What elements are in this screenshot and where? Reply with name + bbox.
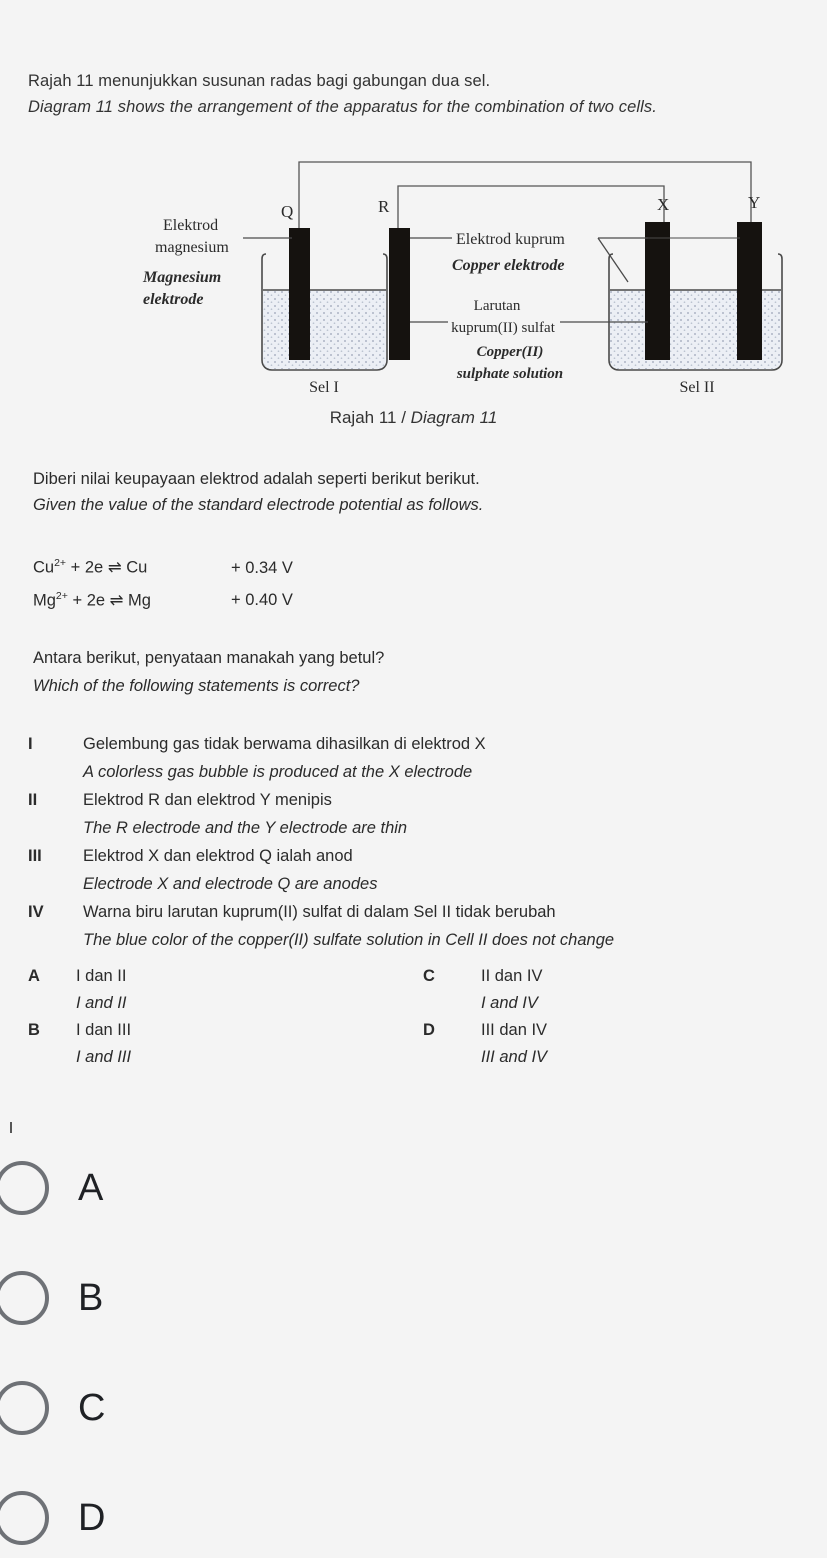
answer-choice-b[interactable] xyxy=(0,1243,827,1353)
question-block xyxy=(33,644,813,700)
cell-1-beaker xyxy=(268,396,272,400)
given-block xyxy=(33,466,813,518)
label-mg-electrode-my-l2: magnesium xyxy=(155,239,229,256)
options-row-bd xyxy=(28,1017,818,1071)
electrode-r xyxy=(389,228,410,360)
statement-malay: Gelembung gas tidak berwama dihasilkan di elektrod X xyxy=(83,735,486,753)
electrode-q xyxy=(289,228,310,360)
label-mg-electrode-en-l2: elektrode xyxy=(143,291,204,308)
statement-malay: Warna biru larutan kuprum(II) sulfat di dalam Sel II tidak berubah xyxy=(83,903,556,921)
answer-choice-c-label: C xyxy=(78,1386,106,1429)
statement-english: A colorless gas bubble is produced at the X electrode xyxy=(83,763,473,781)
label-solution-en-l1: Copper(II) xyxy=(476,344,544,360)
label-cu-electrode-en: Copper elektrode xyxy=(452,257,565,274)
electrode-y xyxy=(737,222,762,360)
options-row-ac xyxy=(28,963,818,1017)
given-english: Given the value of the standard electrode potential as follows. xyxy=(33,496,484,514)
answer-choice-a-label: A xyxy=(78,1166,104,1209)
statement-item xyxy=(28,730,818,786)
option-a-letter: A xyxy=(28,967,40,985)
label-cu-electrode-my: Elektrod kuprum xyxy=(456,231,565,248)
label-solution-en-l2: sulphate solution xyxy=(456,366,564,382)
label-mg-electrode-en-l1: Magnesium xyxy=(143,269,222,286)
option-d-letter: D xyxy=(423,1021,435,1039)
intro-english: Diagram 11 shows the arrangement of the apparatus for the combination of two cells. xyxy=(28,98,657,116)
statement-malay: Elektrod X dan elektrod Q ialah anod xyxy=(83,847,353,865)
intro-malay: Rajah 11 menunjukkan susunan radas bagi gabungan dua sel. xyxy=(28,72,491,90)
question-malay: Antara berikut, penyataan manakah yang betul? xyxy=(33,649,385,667)
statement-item xyxy=(28,842,818,898)
option-a-malay: I dan II xyxy=(76,967,127,985)
label-solution-my-l1: Larutan xyxy=(473,298,521,314)
statement-numeral: I xyxy=(28,735,33,753)
question-english: Which of the following statements is correct? xyxy=(33,677,360,695)
label-mg-electrode-my-l1: Elektrod xyxy=(163,217,219,234)
answer-choice-list xyxy=(0,1133,827,1558)
option-d-malay: III dan IV xyxy=(481,1021,548,1039)
leader-cu-electrode-angled xyxy=(598,238,628,282)
option-c xyxy=(423,963,818,1017)
statement-item xyxy=(28,898,818,954)
answer-choice-c[interactable] xyxy=(0,1353,827,1463)
option-b-letter: B xyxy=(28,1021,40,1039)
option-b xyxy=(28,1017,423,1071)
statement-numeral: II xyxy=(28,791,38,809)
statement-english: The R electrode and the Y electrode are thin xyxy=(83,819,408,837)
label-solution-my-l2: kuprum(II) sulfat xyxy=(451,320,555,336)
label-electrode-x: X xyxy=(657,195,670,214)
answer-choice-b-label: B xyxy=(78,1276,104,1319)
equation-value-cu: + 0.34 V xyxy=(231,558,293,577)
label-electrode-r: R xyxy=(378,197,390,216)
electrode-x xyxy=(645,222,670,360)
statement-english: Electrode X and electrode Q are anodes xyxy=(83,875,378,893)
statement-numeral: III xyxy=(28,847,42,865)
equation-row xyxy=(33,582,293,615)
statement-english: The blue color of the copper(II) sulfate solution in Cell II does not change xyxy=(83,931,615,949)
option-c-letter: C xyxy=(423,967,435,985)
figure-caption-english: Diagram 11 xyxy=(410,408,498,427)
option-c-malay: II dan IV xyxy=(481,967,543,985)
option-a xyxy=(28,963,423,1017)
answer-choice-d-label: D xyxy=(78,1496,106,1539)
statement-numeral: IV xyxy=(28,903,44,921)
answer-choice-d[interactable] xyxy=(0,1463,827,1558)
radio-button-icon[interactable] xyxy=(0,1161,49,1215)
label-cell-1: Sel I xyxy=(309,379,339,396)
option-b-malay: I dan III xyxy=(76,1021,132,1039)
given-malay: Diberi nilai keupayaan elektrod adalah seperti berikut berikut. xyxy=(33,470,480,488)
wire-q-to-y xyxy=(299,162,751,230)
option-c-english: I and IV xyxy=(481,994,538,1012)
equation-value-mg: + 0.40 V xyxy=(231,591,293,609)
intro-block xyxy=(28,68,818,120)
electrode-potential-list xyxy=(33,549,293,614)
radio-button-icon[interactable] xyxy=(0,1491,49,1545)
figure-caption xyxy=(0,408,827,428)
option-d xyxy=(423,1017,818,1071)
statement-item xyxy=(28,786,818,842)
label-electrode-y: Y xyxy=(748,193,761,212)
equation-row xyxy=(33,549,293,582)
statement-malay: Elektrod R dan elektrod Y menipis xyxy=(83,791,332,809)
label-electrode-q: Q xyxy=(281,202,294,221)
radio-button-icon[interactable] xyxy=(0,1271,49,1325)
cell-1-solution xyxy=(263,290,386,369)
options-grid xyxy=(28,963,818,1071)
equation-lhs-cu: $Cu^{2+} + 2e$ ⇌ Cu xyxy=(33,557,148,577)
answer-choice-a[interactable] xyxy=(0,1133,827,1243)
figure-caption-malay: Rajah 11 / xyxy=(329,408,411,427)
option-b-english: I and III xyxy=(76,1048,132,1066)
equation-lhs-mg: $Mg^{2+} + 2e$ ⇌ Mg xyxy=(33,589,151,609)
scan-artifact-mark xyxy=(10,1122,12,1133)
statements-list xyxy=(28,730,818,954)
wire-r-to-x xyxy=(398,186,664,230)
option-a-english: I and II xyxy=(76,994,127,1012)
option-d-english: III and IV xyxy=(481,1048,548,1066)
label-cell-2: Sel II xyxy=(679,379,715,396)
diagram-11-figure xyxy=(0,150,827,400)
radio-button-icon[interactable] xyxy=(0,1381,49,1435)
